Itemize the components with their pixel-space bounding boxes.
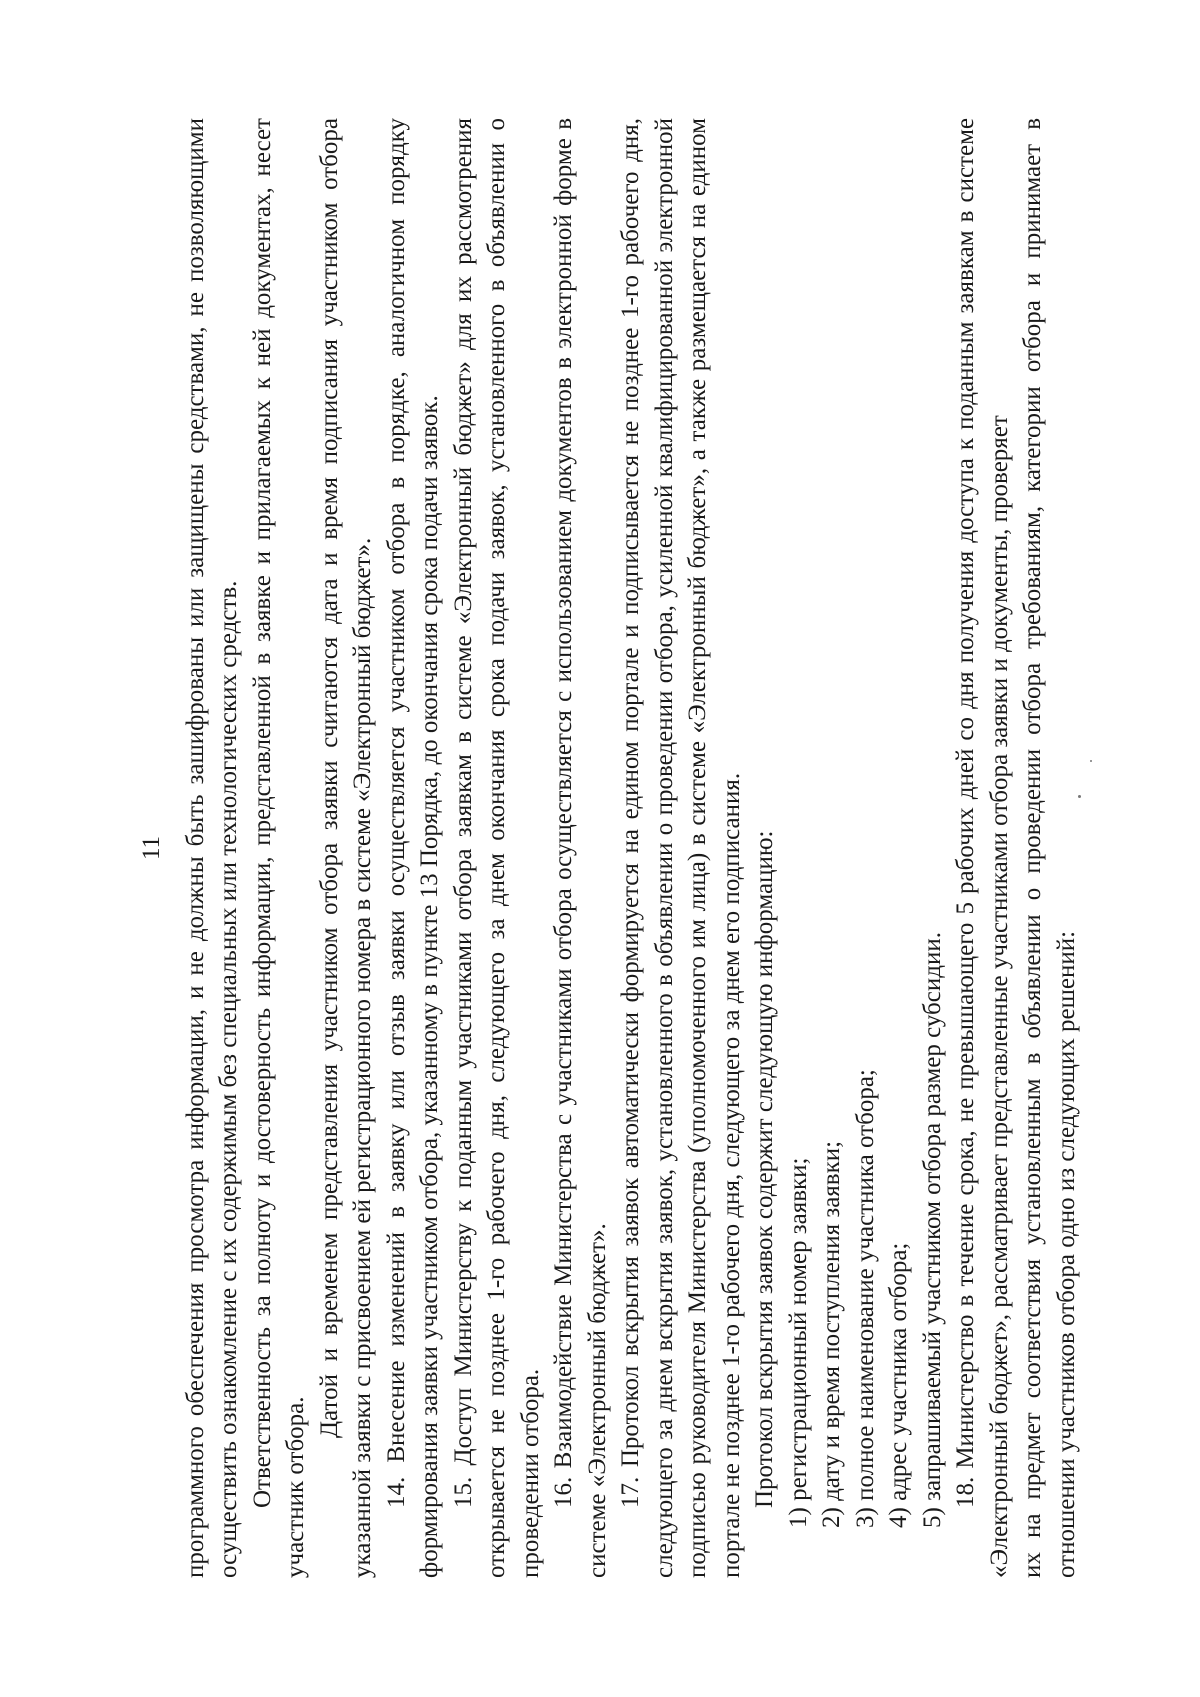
paragraph-item-17: 17. Протокол вскрытия заявок автоматически формируется на едином портале и подписывается не позднее 1-го рабочего дня, следующего за днем вскрытия заявок, установленного в объявлении о проведении отбора, усиленной квалифицированной электронной подписью руководителя Министерства (уполномоченного им лица) в системе «Электронный бюджет», а также размещается на едином портале не позднее 1-го рабочего дня, следующего за днем его подписания. — [617, 118, 745, 1578]
list-item: 2) дату и время поступления заявки; — [818, 1140, 845, 1528]
scan-speck — [1090, 760, 1092, 762]
paragraph: их на предмет соответствия установленным в объявлении о проведении отбора требованиям, категории отбора и принимает в отношении участников отбора одно из следующих решений: — [1019, 118, 1080, 1578]
paragraph: Датой и временем представления участником отбора заявки считаются дата и время подписания участником отбора указанной заявки с присвоением ей регистрационного номера в системе «Электронный бюджет». — [315, 118, 376, 1578]
list-item: 3) полное наименование участника отбора; — [851, 1069, 879, 1528]
paragraph: Ответственность за полноту и достоверность информации, представленной в заявке и прилагаемых к ней документах, несет участник отбора. — [248, 118, 309, 1578]
protocol-intro: Протокол вскрытия заявок содержит следующую информацию: — [751, 830, 778, 1508]
scan-speck — [1078, 795, 1081, 798]
list-item: 1) регистрационный номер заявки; — [784, 1157, 812, 1528]
paragraph-item-14: 14. Внесение изменений в заявку или отзыв заявки осуществляется участником отбора в порядке, аналогичном порядку формирования заявки участником отбора, указанному в пункте 13 Порядка, до окончания срока подачи заявок. — [382, 118, 443, 1578]
paragraph: программного обеспечения просмотра информации, и не должны быть зашифрованы или защищены средствами, не позволяющими осуществить ознакомление с их содержимым без специальных или технологических средств. — [181, 118, 242, 1578]
paragraph-item-16: 16. Взаимодействие Министерства с участниками отбора осуществляется с использованием документов в электронной форме в системе «Электронный бюджет». — [550, 118, 611, 1578]
rotated-text-block — [135, 118, 1080, 1578]
paragraph-item-18: 18. Министерство в течение срока, не превышающего 5 рабочих дней со дня получения доступа к поданным заявкам в системе «Электронный бюджет», рассматривает представленные участниками отбора заявки и документы, проверяет — [952, 118, 1013, 1578]
list-item: 5) запрашиваемый участником отбора размер субсидии. — [918, 932, 946, 1528]
paragraph-item-15: 15. Доступ Министерству к поданным участниками отбора заявкам в системе «Электронный бюджет» для их рассмотрения открывается не позднее 1-го рабочего дня, следующего за днем окончания срока подачи заявок, установленного в объявлении о проведении отбора. — [449, 118, 544, 1578]
page-number: 11 — [138, 835, 165, 861]
list-item: 4) адрес участника отбора; — [885, 1242, 912, 1528]
